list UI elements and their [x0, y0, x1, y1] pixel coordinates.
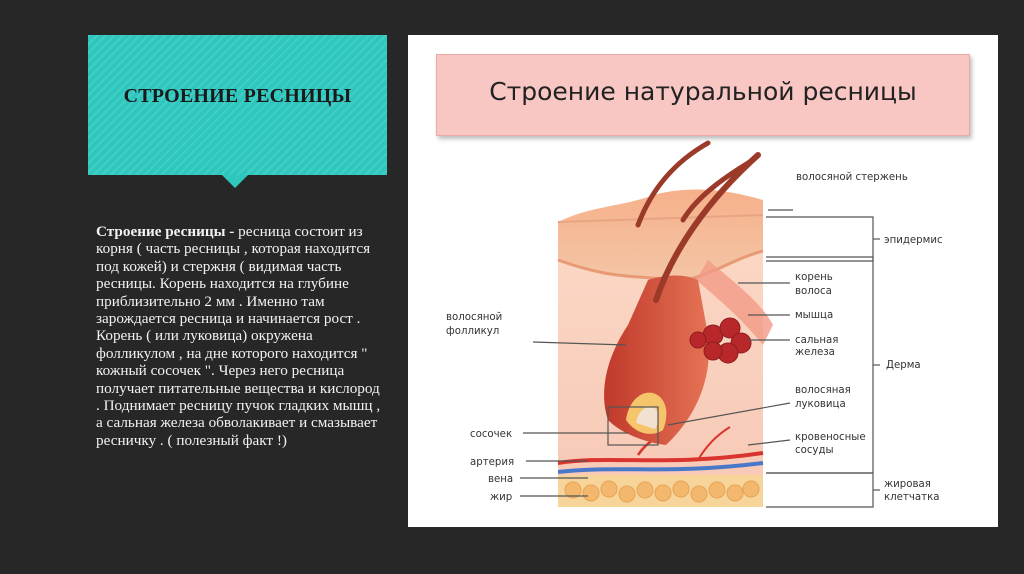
body-text-bold: Строение ресницы -	[96, 223, 235, 240]
label-follicle-1: волосяной	[446, 312, 503, 323]
label-gland-1: сальная	[795, 335, 839, 346]
label-dermis: Дерма	[886, 360, 921, 371]
label-epidermis: эпидермис	[884, 235, 943, 246]
anatomy-figure	[408, 35, 998, 527]
slide-title: СТРОЕНИЕ РЕСНИЦЫ	[123, 85, 352, 107]
title-card-pointer	[222, 175, 248, 188]
label-vein: вена	[488, 474, 514, 485]
label-artery: артерия	[470, 457, 515, 468]
title-card	[88, 35, 387, 175]
label-gland-2: железа	[795, 347, 835, 358]
figure-title: Строение натуральной ресницы	[489, 77, 917, 106]
label-papilla: сосочек	[470, 429, 513, 440]
eyelash-anatomy-diagram	[408, 35, 998, 527]
body-text	[96, 223, 386, 449]
label-vessels-1: кровеносные	[795, 432, 866, 443]
body-text-content: ресница состоит из корня ( часть ресницы , которая находится под кожей) и стержня ( видимая часть ресницы. Корень находится на глубине приблизительно 2 мм . Именно там зарождается ресница и начинается рост . Корень ( или луковица) окружена фолликулом , на дне которого находится " кожный сосочек ". Через него ресница получает питательные вещества и кислород . Поднимает ресницу пучок гладких мышц , а сальная железа обволакивает и смазывает ресничку . ( полезный факт !)	[96, 223, 381, 449]
label-follicle-2: фолликул	[446, 326, 500, 337]
label-muscle: мышца	[795, 310, 834, 321]
label-hair-shaft: волосяной стержень	[796, 172, 908, 183]
label-fat-tissue-1: жировая	[884, 479, 931, 490]
label-bulb-1: волосяная	[795, 385, 851, 396]
label-root-1: корень	[795, 272, 833, 283]
label-bulb-2: луковица	[795, 399, 846, 410]
label-root-2: волоса	[795, 286, 832, 297]
label-fat-tissue-2: клетчатка	[884, 492, 940, 503]
label-vessels-2: сосуды	[795, 445, 834, 456]
label-fat: жир	[490, 492, 513, 503]
